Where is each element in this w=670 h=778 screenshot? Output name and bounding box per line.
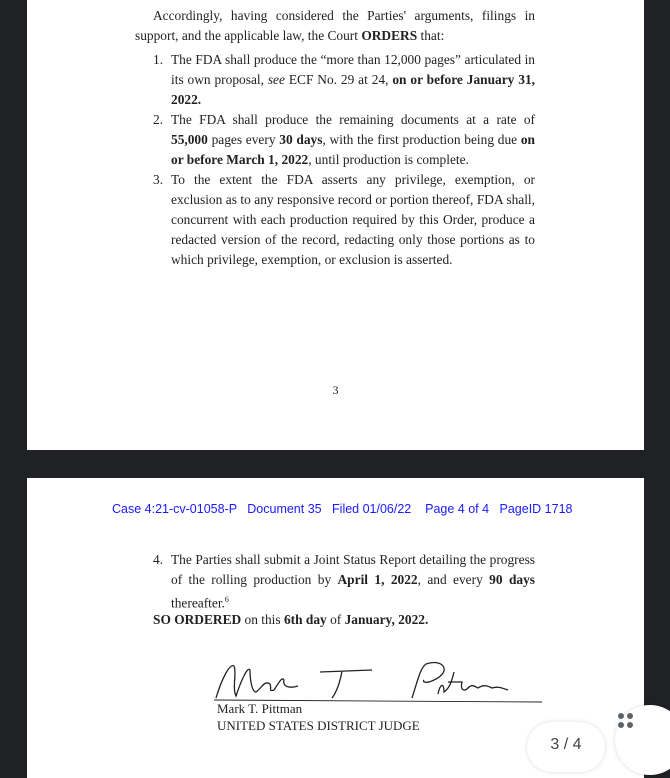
page-number: 3 bbox=[332, 383, 339, 397]
pdf-page-3 bbox=[27, 0, 644, 450]
judge-signature-block: Mark T. Pittman UNITED STATES DISTRICT JUDGE bbox=[217, 701, 420, 733]
order-item-4: 4. The Parties shall submit a Joint Status Report detailing the progress of the rolling production by April 1, 2022, and every 90 days thereafter.$^6$ bbox=[153, 552, 535, 611]
orders-intro: Accordingly, having considered the Parties' arguments, filings in support, and the applicable law, the Court ORDERS that: bbox=[135, 8, 535, 43]
order-item-3: 3. To the extent the FDA asserts any privilege, exemption, or exclusion as to any responsive record or portion thereof, FDA shall, concurrent with each production required by this Order, produce a redacted version of the record, redacting only those portions as to which privilege, exemption, or exclusion is asserted. bbox=[153, 172, 535, 267]
order-item-2: 2. The FDA shall produce the remaining documents at a rate of 55,000 pages every 30 days, with the first production being due on or before March 1, 2022, until production is complete. bbox=[153, 112, 535, 167]
so-ordered: SO ORDERED on this 6th day of January, 2022. bbox=[153, 612, 429, 627]
judge-signature bbox=[212, 658, 542, 703]
page-indicator[interactable]: 3 / 4 bbox=[527, 722, 605, 772]
order-item-1: 1. The FDA shall produce the “more than 12,000 pages” articulated in its own proposal, see ECF No. 29 at 24, on or before January 31, 2022. bbox=[153, 52, 535, 107]
ecf-header: Case 4:21-cv-01058-P Document 35 Filed 01/06/22 Page 4 of 4 PageID 1718 bbox=[112, 502, 573, 516]
